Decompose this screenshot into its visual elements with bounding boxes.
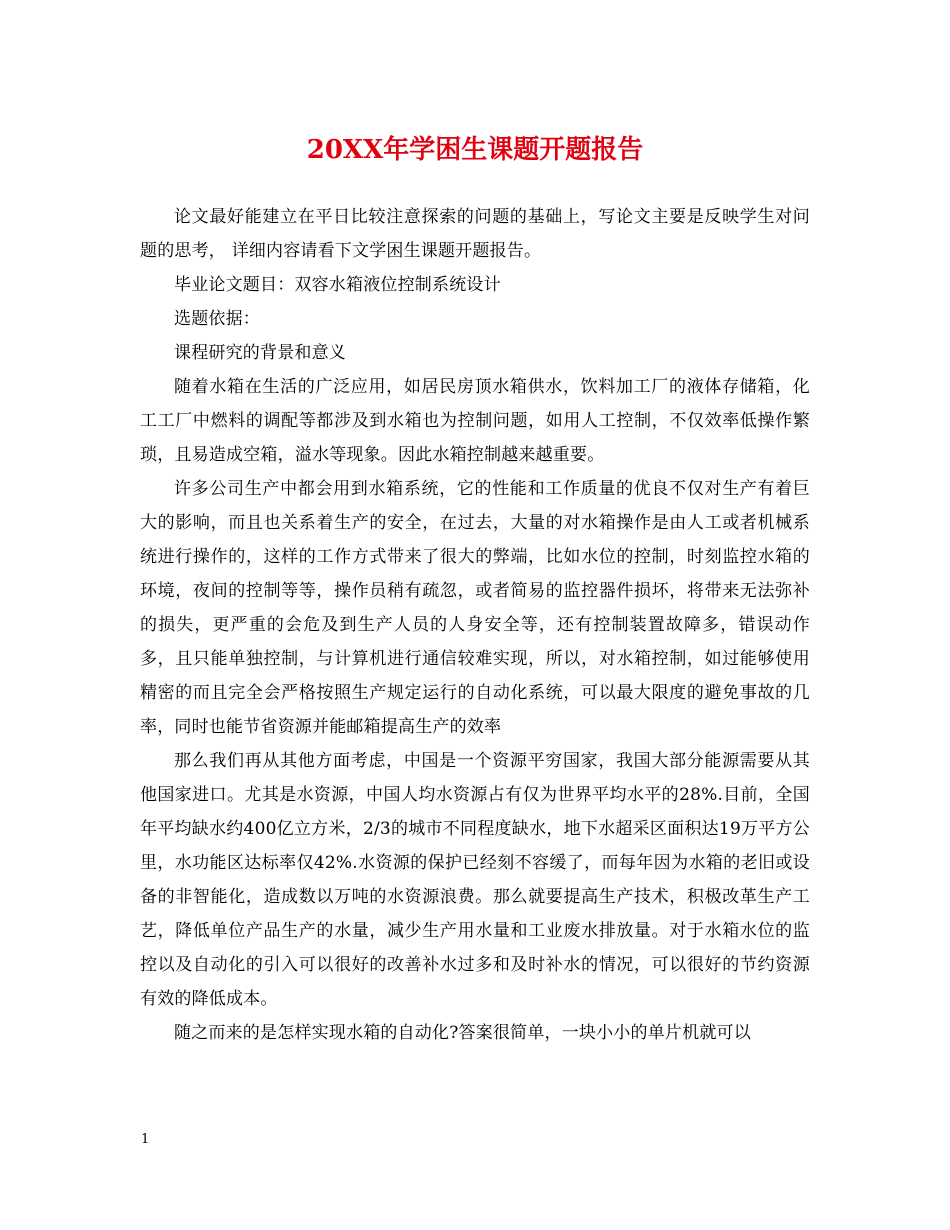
- paragraph-thesis-title: 毕业论文题目：双容水箱液位控制系统设计: [174, 275, 501, 295]
- page-title: 20XX年学困生课题开题报告: [306, 135, 644, 165]
- paragraph-intro: 论文最好能建立在平日比较注意探索的问题的基础上，写论文主要是反映学生对问题的思考， 详细内容请看下文学困生课题开题报告。: [140, 207, 810, 261]
- page-number: 1: [141, 1132, 150, 1147]
- paragraph-water-tank-usage: 随着水箱在生活的广泛应用，如居民房顶水箱供水，饮料加工厂的液体存储箱，化工工厂中燃料的调配等都涉及到水箱也为控制问题，如用人工控制，不仅效率低操作繁琐，且易造成空箱，溢水等现象。因此水箱控制越来越重要。: [140, 377, 810, 465]
- body-text: [140, 200, 810, 1050]
- paragraph-automation: 随之而来的是怎样实现水箱的自动化?答案很简单，一块小小的单片机就可以: [174, 1023, 751, 1043]
- paragraph-water-resources: 那么我们再从其他方面考虑，中国是一个资源平穷国家，我国大部分能源需要从其他国家进口。尤其是水资源，中国人均水资源占有仅为世界平均水平的28%.目前，全国年平均缺水约400亿立方米，2/3的城市不同程度缺水，地下水超采区面积达19万平方公里，水功能区达标率仅42%.水资源的保护已经刻不容缓了，而每年因为水箱的老旧或设备的非智能化，造成数以万吨的水资源浪费。那么就要提高生产技术，积极改革生产工艺，降低单位产品生产的水量，减少生产用水量和工业废水排放量。对于水箱水位的监控以及自动化的引入可以很好的改善补水过多和及时补水的情况，可以很好的节约资源有效的降低成本。: [140, 751, 810, 1009]
- paragraph-background-heading: 课程研究的背景和意义: [174, 343, 346, 363]
- paragraph-topic-basis: 选题依据：: [174, 309, 260, 329]
- paragraph-company-production: 许多公司生产中都会用到水箱系统，它的性能和工作质量的优良不仅对生产有着巨大的影响，而且也关系着生产的安全，在过去，大量的对水箱操作是由人工或者机械系统进行操作的，这样的工作方式带来了很大的弊端，比如水位的控制，时刻监控水箱的环境，夜间的控制等等，操作员稍有疏忽，或者简易的监控器件损坏，将带来无法弥补的损失，更严重的会危及到生产人员的人身安全等，还有控制装置故障多，错误动作多，且只能单独控制，与计算机进行通信较难实现，所以，对水箱控制，如过能够使用精密的而且完全会严格按照生产规定运行的自动化系统，可以最大限度的避免事故的几率，同时也能节省资源并能邮箱提高生产的效率: [140, 479, 810, 737]
